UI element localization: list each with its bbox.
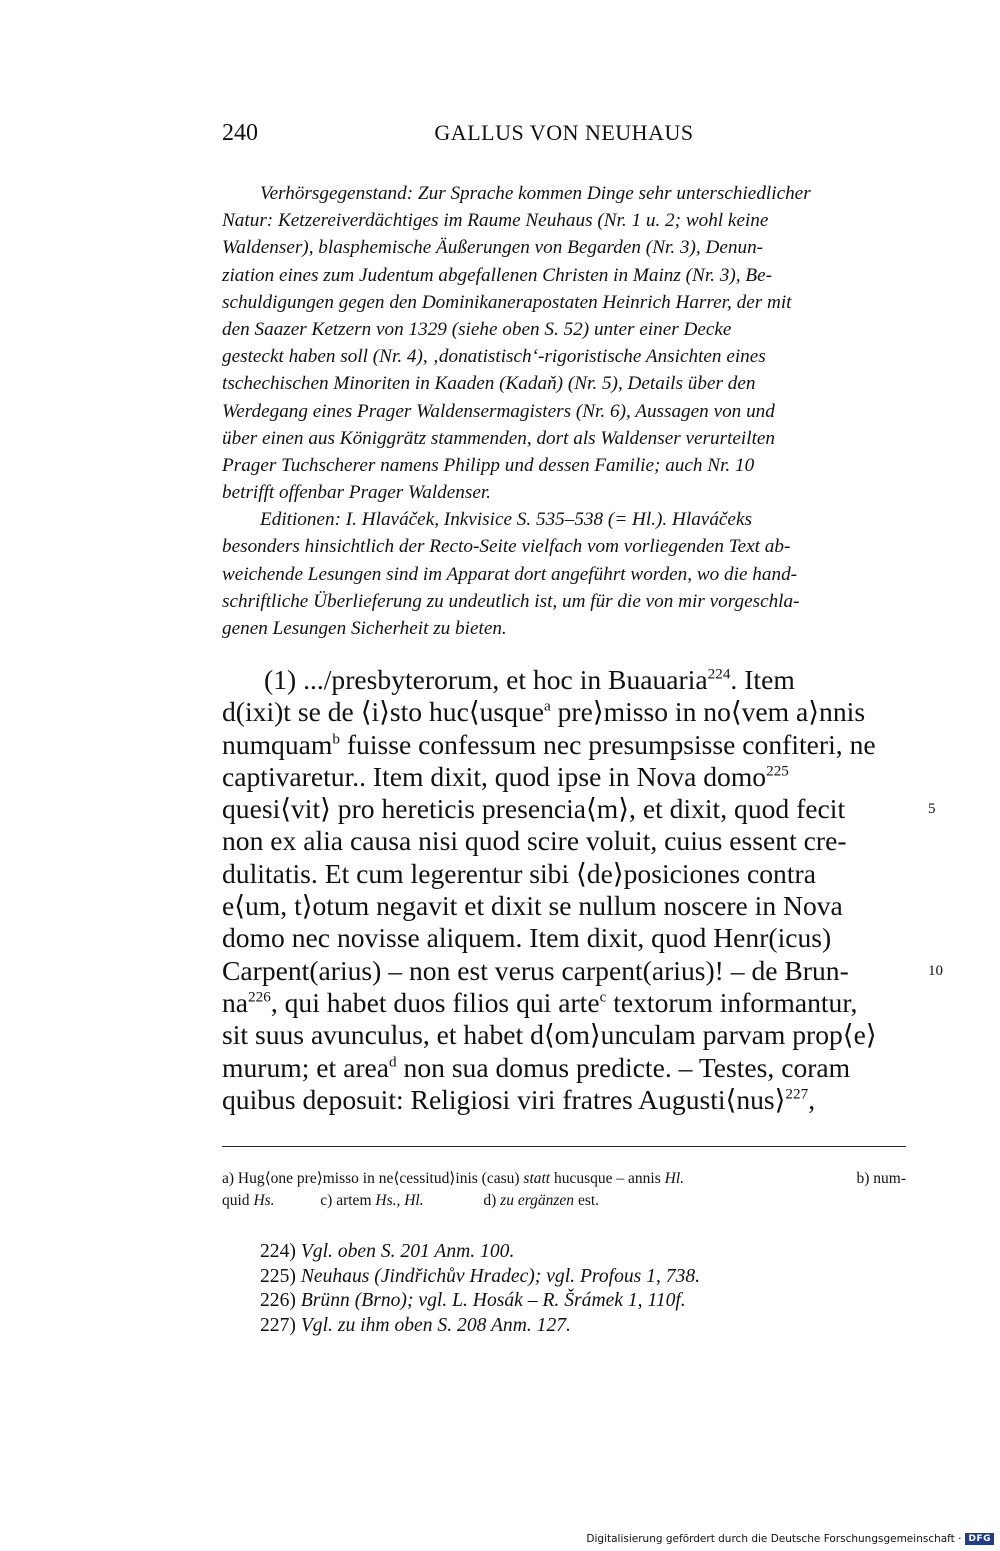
apparatus-ref: d bbox=[389, 1052, 397, 1070]
intro-paragraphs bbox=[222, 180, 906, 642]
apparatus-siglum: Hl. bbox=[664, 1170, 684, 1187]
footnote-text: Neuhaus (Jindřichův Hradec); vgl. Profous 1, 738. bbox=[300, 1265, 701, 1287]
text-line: domo nec novisse aliquem. Item dixit, quod Henr(icus) bbox=[222, 922, 832, 954]
intro-line: Natur: Ketzereiverdächtiges im Raume Neuhaus (Nr. 1 u. 2; wohl keine bbox=[222, 210, 769, 232]
intro-line: gesteckt haben soll (Nr. 4), ‚donatistisch‘-rigoristische Ansichten eines bbox=[222, 346, 766, 368]
footnote bbox=[260, 1289, 906, 1314]
text-line bbox=[222, 664, 906, 696]
apparatus-note-d: d) bbox=[483, 1192, 501, 1209]
footnotes bbox=[260, 1240, 906, 1338]
digitization-credit bbox=[586, 1533, 994, 1545]
footnote-ref: 225 bbox=[766, 762, 789, 780]
intro-line: genen Lesungen Sicherheit zu bieten. bbox=[222, 618, 507, 639]
footnote-number: 225) bbox=[260, 1265, 296, 1287]
footnote-ref: 227 bbox=[785, 1085, 809, 1103]
text-segment: , bbox=[808, 1083, 816, 1115]
apparatus-term: zu ergänzen bbox=[500, 1192, 575, 1209]
intro-line: betrifft offenbar Prager Waldenser. bbox=[222, 482, 491, 504]
apparatus-siglum: Hs., Hl. bbox=[375, 1192, 424, 1209]
intro-line: tschechischen Minoriten in Kaaden (Kadaň) (Nr. 5), Details über den bbox=[222, 373, 756, 395]
line-number: 5 bbox=[928, 801, 936, 818]
apparatus-ref: b bbox=[332, 729, 340, 747]
intro-line: ziation eines zum Judentum abgefallenen Christen in Mainz (Nr. 3), Be- bbox=[222, 264, 772, 286]
apparatus-text: est. bbox=[574, 1192, 600, 1209]
footnote-ref: 226 bbox=[248, 988, 271, 1006]
text-line bbox=[222, 793, 936, 825]
intro-line: Verhörsgegenstand: Zur Sprache kommen Dinge sehr unterschiedlicher bbox=[260, 183, 811, 204]
footnote-number: 226) bbox=[260, 1290, 296, 1312]
apparatus-ref: c bbox=[599, 988, 607, 1006]
text-segment: (1) .../presbyterorum, et hoc in Buauaria bbox=[264, 664, 708, 695]
running-head bbox=[222, 120, 906, 154]
text-line bbox=[222, 761, 906, 793]
running-title: GALLUS VON NEUHAUS bbox=[434, 120, 694, 145]
intro-line: über einen aus Königgrätz stammenden, dort als Waldenser verurteilten bbox=[222, 427, 776, 449]
text-segment: na bbox=[222, 986, 249, 1018]
footnote bbox=[260, 1314, 906, 1339]
text-line bbox=[222, 729, 906, 761]
dfg-logo-icon: DFG bbox=[965, 1533, 994, 1545]
footnote-number: 227) bbox=[260, 1314, 296, 1336]
apparatus-line bbox=[222, 1190, 906, 1212]
apparatus-note-a: a) Hug⟨one pre⟩misso in ne⟨cessitud⟩inis (casu) bbox=[222, 1170, 524, 1187]
intro-line: schuldigungen gegen den Dominikanerapostaten Heinrich Harrer, der mit bbox=[222, 291, 792, 313]
apparatus-note-b: b) num- bbox=[856, 1170, 906, 1187]
intro-line: Waldenser), blasphemische Äußerungen von Begarden (Nr. 3), Denun- bbox=[222, 237, 764, 259]
footnote-divider bbox=[222, 1146, 906, 1147]
text-segment: . Item bbox=[730, 664, 795, 695]
footnote bbox=[260, 1265, 906, 1290]
latin-text bbox=[222, 664, 943, 1116]
text-segment: quesi⟨vit⟩ pro hereticis presencia⟨m⟩, et dixit, quod fecit bbox=[222, 793, 846, 825]
text-segment: , qui habet duos filios qui arte bbox=[270, 986, 600, 1018]
intro-line: schriftliche Überlieferung zu undeutlich ist, um für die von mir vorgeschla- bbox=[222, 590, 800, 612]
text-segment: textorum informantur, bbox=[606, 986, 858, 1018]
footnote-text: Vgl. oben S. 201 Anm. 100. bbox=[300, 1241, 515, 1262]
credit-text: Digitalisierung gefördert durch die Deutsche Forschungsgemeinschaft · bbox=[586, 1533, 962, 1545]
text-line bbox=[222, 1084, 906, 1116]
text-line: sit suus avunculus, et habet d⟨om⟩unculam parvam prop⟨e⟩ bbox=[222, 1019, 877, 1051]
text-segment: murum; et area bbox=[222, 1051, 390, 1083]
page-number: 240 bbox=[222, 120, 258, 146]
text-line bbox=[222, 1052, 906, 1084]
footnote bbox=[260, 1240, 906, 1265]
text-segment: Carpent(arius) – non est verus carpent(arius)! – de Brun- bbox=[222, 954, 849, 986]
line-number: 10 bbox=[928, 962, 943, 979]
text-line bbox=[222, 954, 943, 987]
intro-line: Editionen: I. Hlaváček, Inkvisice S. 535–538 (= Hl.). Hlaváčeks bbox=[260, 509, 752, 531]
text-segment: fuisse confessum nec presumpsisse confiteri, ne bbox=[339, 728, 876, 760]
apparatus-line bbox=[222, 1168, 906, 1190]
text-segment: d(ixi)t se de ⟨i⟩sto huc⟨usque bbox=[222, 696, 544, 728]
apparatus-text: quid bbox=[222, 1192, 254, 1209]
intro-line: den Saazer Ketzern von 1329 (siehe oben S. 52) unter einer Decke bbox=[222, 318, 732, 340]
footnote-text: Vgl. zu ihm oben S. 208 Anm. 127. bbox=[300, 1314, 571, 1336]
text-segment: numquam bbox=[222, 728, 333, 760]
apparatus-ref: a bbox=[543, 697, 551, 715]
footnote-ref: 224 bbox=[707, 665, 731, 683]
text-segment: non sua domus predicte. – Testes, coram bbox=[396, 1051, 851, 1083]
apparatus-siglum: Hs. bbox=[253, 1192, 275, 1209]
text-segment: pre⟩misso in no⟨vem a⟩nnis bbox=[550, 696, 866, 728]
apparatus-text: hucusque – annis bbox=[550, 1170, 665, 1187]
text-segment: quibus deposuit: Religiosi viri fratres Augusti⟨nus⟩ bbox=[222, 1083, 786, 1115]
footnote-text: Brünn (Brno); vgl. L. Hosák – R. Šrámek 1, 110f. bbox=[300, 1290, 686, 1312]
apparatus-term: statt bbox=[523, 1170, 551, 1187]
intro-line: Prager Tuchscherer namens Philipp und dessen Familie; auch Nr. 10 bbox=[222, 454, 755, 476]
text-line: e⟨um, t⟩otum negavit et dixit se nullum noscere in Nova bbox=[222, 890, 843, 922]
intro-line: besonders hinsichtlich der Recto-Seite vielfach vom vorliegenden Text ab- bbox=[222, 536, 791, 558]
text-line bbox=[222, 696, 906, 728]
text-segment: captivaretur.. Item dixit, quod ipse in Nova domo bbox=[222, 760, 767, 792]
text-line: non ex alia causa nisi quod scire voluit, cuius essent cre- bbox=[222, 825, 847, 857]
intro-line: weichende Lesungen sind im Apparat dort angeführt worden, wo die hand- bbox=[222, 563, 798, 585]
critical-apparatus bbox=[222, 1168, 906, 1212]
apparatus-note-c: c) artem bbox=[320, 1192, 376, 1209]
text-line bbox=[222, 987, 906, 1019]
text-line: dulitatis. Et cum legerentur sibi ⟨de⟩posiciones contra bbox=[222, 857, 816, 889]
intro-line: Werdegang eines Prager Waldensermagisters (Nr. 6), Aussagen von und bbox=[222, 400, 775, 422]
footnote-number: 224) bbox=[260, 1241, 296, 1262]
